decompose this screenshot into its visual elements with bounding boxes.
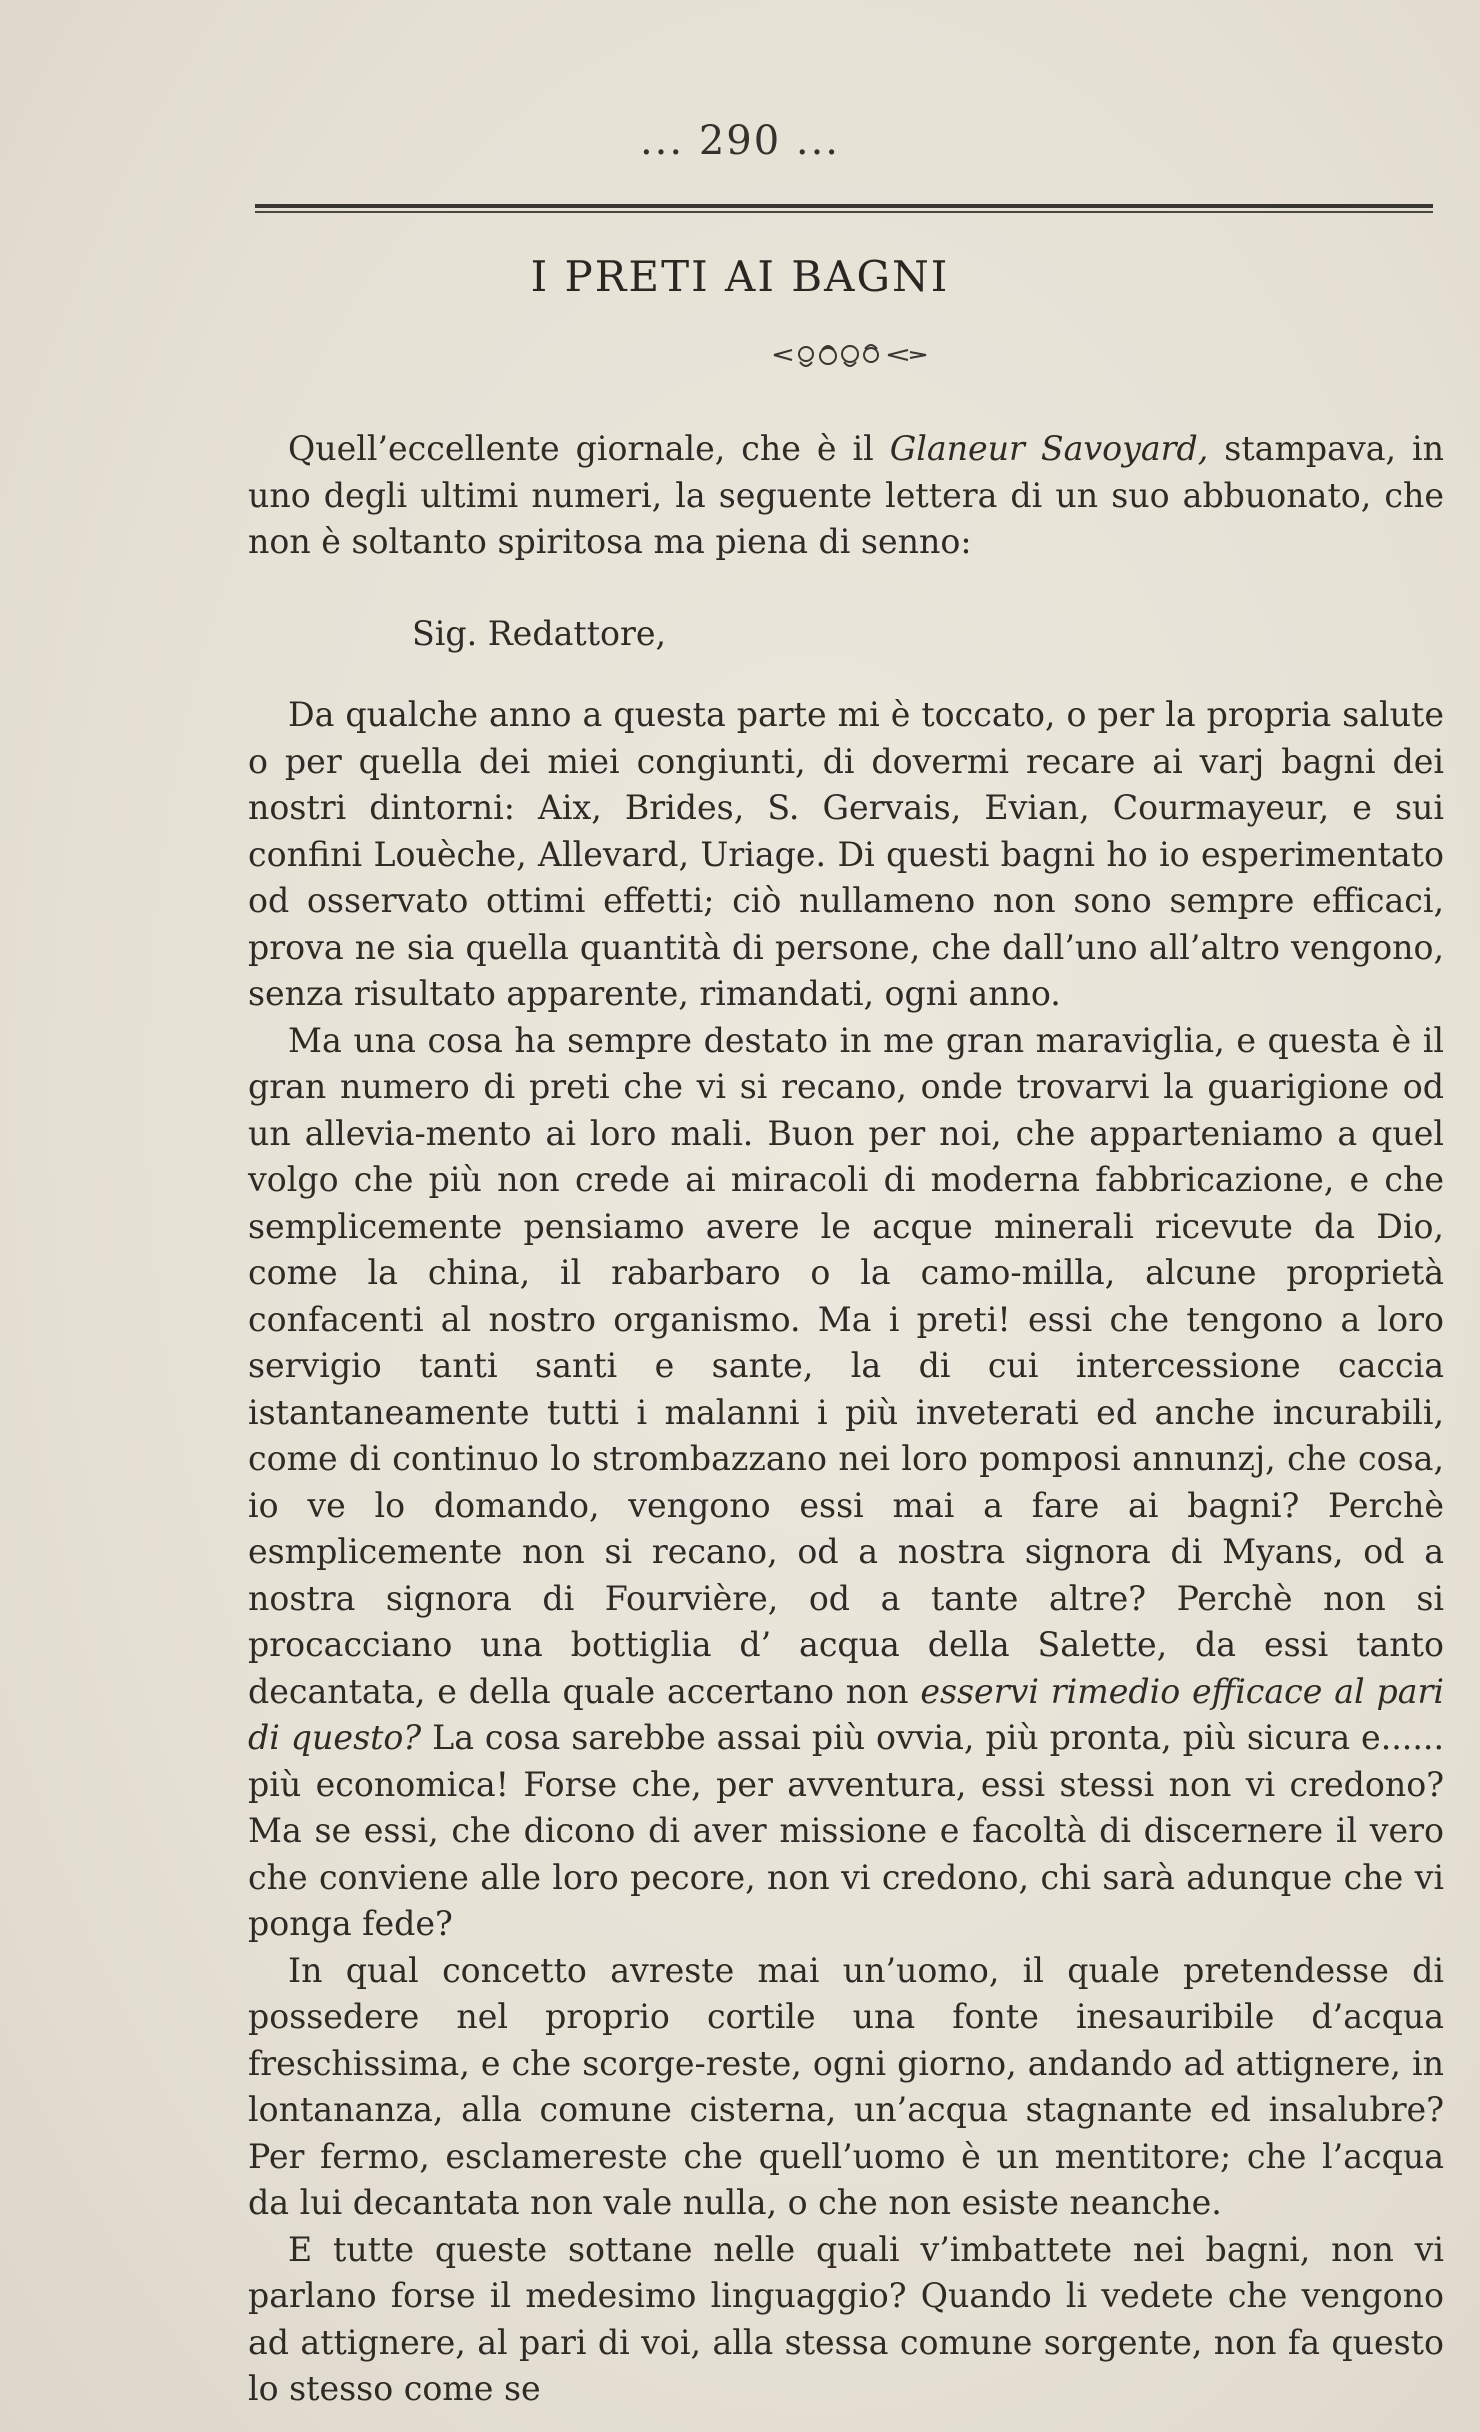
letter-salutation: Sig. Redattore, (412, 614, 667, 653)
page-number: ... 290 ... (639, 118, 841, 164)
intro-text-start: Quell’eccellente giornale, che è il (288, 429, 890, 468)
paragraph-2-text-end: La cosa sarebbe assai più ovvia, più pronta, più sicura e...... più economica! Forse che, per avventura, essi stessi non vi credono? Ma se essi, che dicono di aver missione e facoltà di discernere il vero che conviene alle loro pecore, non vi credono, chi sarà adunque che vi ponga fede? (248, 1718, 1444, 1943)
intro-paragraph-block (248, 426, 1444, 566)
letter-paragraph-4: E tutte queste sottane nelle quali v’imbattete nei bagni, non vi parlano forse il medesimo linguaggio? Quando li vedete che vengono ad attignere, al pari di voi, alla stessa comune sorgente, non fa questo lo stesso come se (248, 2229, 1444, 2408)
rule-thick-line (255, 204, 1433, 208)
letter-paragraph-1: Da qualche anno a questa parte mi è toccato, o per la propria salute o per quella dei miei congiunti, di dovermi recare ai varj bagni dei nostri dintorni: Aix, Brides, S. Gervais, Evian, Courmayeur, e sui confini Louèche, Allevard, Uriage. Di questi bagni ho io esperimentato od osservato ottimi effetti; ciò nullameno non sono sempre efficaci, prova ne sia quella quantità di persone, che dall’uno all’altro vengono, senza risultato apparente, rimandati, ogni anno. (248, 695, 1444, 1013)
header-double-rule (255, 204, 1433, 214)
rule-thin-line (255, 211, 1433, 213)
paragraph-2-text: Ma una cosa ha sempre destato in me gran maraviglia, e questa è il gran numero di preti che vi si recano, onde trovarvi la guarigione od un allevia-mento ai loro mali. Buon per noi, che apparteniamo a quel volgo che più non crede ai miracoli di moderna fabbricazione, e che semplicemente pensiamo avere le acque minerali ricevute da Dio, come la china, il rabarbaro o la camo-milla, alcune proprietà confacenti al nostro organismo. Ma i preti! essi che tengono a loro servigio tanti santi e sante, la di cui intercessione caccia istantaneamente tutti i malanni i più inveterati ed anche incurabili, come di continuo lo strombazzano nei loro pomposi annunzj, che cosa, io ve lo domando, vengono essi mai a fare ai bagni? Perchè esmplicemente non si recano, od a nostra signora di Myans, od a nostra signora di Fourvière, od a tante altre? Perchè non si procacciano una bottiglia d’ acqua della Salette, da essi tanto decantata, e della quale accertano non (248, 1020, 1444, 1711)
letter-body (248, 692, 1444, 2413)
article-title: I PRETI AI BAGNI (530, 252, 950, 301)
letter-paragraph-3: In qual concetto avreste mai un’uomo, il quale pretendesse di possedere nel proprio cortile una fonte inesauribile d’acqua freschissima, e che scorge-reste, ogni giorno, andando ad attignere, in lontananza, alla comune cisterna, un’acqua stagnante ed insalubre? Per fermo, esclamereste che quell’uomo è un mentitore; che l’acqua da lui decantata non vale nulla, o che non esiste neanche. (248, 1950, 1444, 2222)
intro-text-end: stampava, in uno degli ultimi numeri, la seguente lettera di un suo abbuonato, che non è soltanto spiritosa ma piena di senno: (248, 429, 1444, 561)
decorative-ornament (770, 338, 930, 372)
paragraph-2-italic: esservi rimedio efficace al pari di questo? (248, 1671, 1445, 1757)
intro-paragraph (248, 426, 1444, 566)
newspaper-name: Glaneur Savoyard, (889, 429, 1209, 468)
letter-paragraph-2 (248, 1018, 1444, 1948)
